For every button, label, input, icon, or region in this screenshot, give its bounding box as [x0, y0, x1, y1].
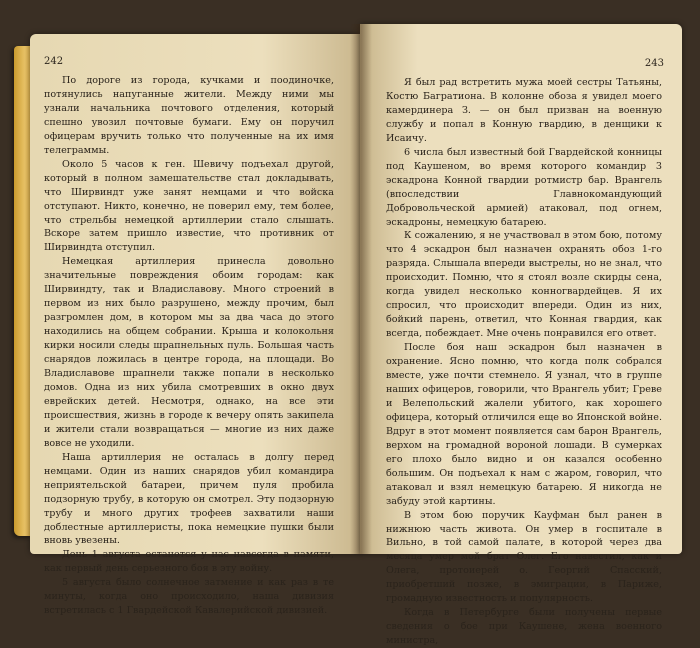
left-page-number: 242: [44, 56, 64, 67]
left-paragraph: Наша артиллерия не осталась в долгу перед немцами. Один из наших снарядов убил командира неприятельской батареи, причем пуля пробила подзорную трубу, в которую он смотрел. Эту подзорную трубу и много других трофеев захватили наши доблестные артиллеристы, пока немецкие пушки были вновь увезены.: [44, 451, 334, 547]
left-paragraph: По дороге из города, кучками и поодиночке, потянулись напуганные жители. Между ними мы узнали начальника почтового отделения, который спешно увозил почтовые бумаги. Ему он поручил офицерам вручить только что полученные на их имя телеграммы.: [44, 75, 334, 156]
left-paragraph: День 1 августа останется у нас навсегда в памяти, как первый день серьезного боя в эту войну.: [44, 549, 334, 575]
right-paragraph: Когда в Петербурге были получены первые сведения о бое при Каушене, жена военного министра,: [386, 607, 662, 647]
right-paragraph: В этом бою поручик Кауфман был ранен в нижнюю часть живота. Он умер в госпитале в Вильно, в той самой палате, в которой через два месяца умер мой брат Олег. Его навестил, как и Олега, протоиерей о. Георгий Спасский, приобретший позже, в эмиграции, в Париже, громадную известность и популярность.: [386, 509, 662, 605]
left-paragraph: 5 августа было солнечное затмение и как раз в те минуты, когда оно происходило, наша дивизия встретилась с 1 Гвардейской Кавалерийской дивизией.: [44, 577, 334, 617]
right-page-number: 243: [644, 58, 664, 69]
right-paragraph: 6 числа был известный бой Гвардейской конницы под Каушеном, во время которого командир 3 эскадрона Конной гвардии ротмистр бар. Врангель (впоследствии Главнокомандующий Добровольческой армией) атаковал, под огнем, эскадроны, немецкую батарею.: [386, 146, 662, 228]
left-page-text: [44, 74, 334, 618]
open-book: [14, 6, 686, 647]
right-paragraph: Я был рад встретить мужа моей сестры Татьяны, Костю Багратиона. В колонне обоза я увидел моего камердинера З. — он был призван на военную службу и попал в Конную гвардию, в денщики к Исаичу.: [386, 77, 662, 144]
left-paragraph: Около 5 часов к ген. Шевичу подъехал другой, который в полном замешательстве стал докладывать, что Ширвиндт уже занят немцами и что войска отступают. Никто, конечно, не поверил ему, тем более, что стрельбы немецкой артиллерии стало слышать. Вскоре затем пришло известие, что противник от Ширвиндта отступил.: [44, 158, 334, 254]
right-paragraph: К сожалению, я не участвовал в этом бою, потому что 4 эскадрон был назначен охранять обоз 1-го разряда. Слышала впереди выстрелы, но не знал, что происходит. Помню, что я стоял возле скирды сена, когда увидел несколько конногвардейцев. Я их спросил, что происходит впереди. Один из них, бойкий парень, ответил, что Конная гвардия, как всегда, побеждает. Мне очень понравился его ответ.: [386, 230, 662, 340]
left-page: [30, 34, 362, 617]
right-page: [360, 24, 682, 647]
left-paragraph: Немецкая артиллерия принесла довольно значительные повреждения обоим городам: как Ширвиндту, так и Владиславову. Много строений в первом из них было разрушено, между прочим, был разгромлен дом, в котором мы за два часа до этого находились на общем собрании. Крыша и колокольня кирки носили следы шрапнельных пуль. Большая часть снарядов ложилась в центре города, на площади. Во Владиславове шрапнели также попали в несколько домов. Одна из них убила смотревших в окно двух еврейских детей. Несмотря, однако, на все эти происшествия, жизнь в городе к вечеру опять закипела и жители стали возвращаться — многие из них даже вовсе не уходили.: [44, 256, 334, 449]
right-page-text: [386, 76, 662, 648]
right-paragraph: После боя наш эскадрон был назначен в охранение. Ясно помню, что когда полк собрался вместе, уже почти стемнело. Я узнал, что в группе наших офицеров, говорили, что Врангель убит; Греве и Велепольский жалели убитого, как хорошего офицера, который отличился еще во Японской войне. Вдруг в этот момент появляется сам барон Врангель, верхом на громадной вороной лошади. В сумерках его плохо было видно и он казался особенно большим. Он подъехал к нам с жаром, говорил, что атаковал и взял немецкую батарею. Я никогда не забуду этой картины.: [386, 342, 662, 507]
